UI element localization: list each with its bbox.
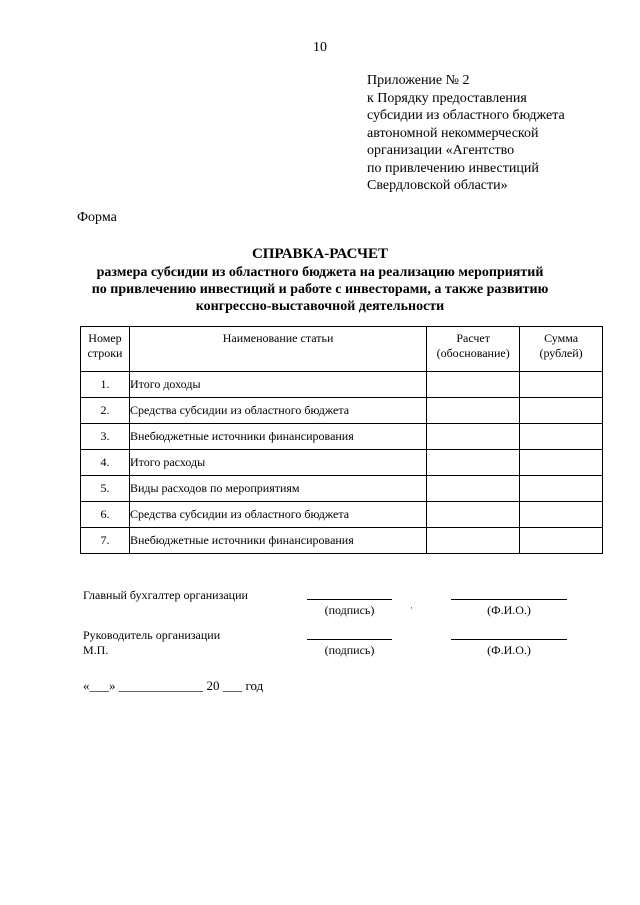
row-item-name: Итого расходы bbox=[129, 450, 426, 476]
signature-caption: (подпись) bbox=[324, 643, 375, 657]
fio-caption: (Ф.И.О.) bbox=[487, 603, 531, 617]
row-item-name: Внебюджетные источники финансирования bbox=[129, 528, 426, 554]
row-calculation-cell[interactable] bbox=[427, 398, 520, 424]
table-row bbox=[81, 476, 603, 502]
row-number: 1. bbox=[81, 372, 130, 398]
header-text: Сумма bbox=[544, 331, 579, 345]
row-item-name: Средства субсидии из областного бюджета bbox=[129, 502, 426, 528]
header-text: Расчет bbox=[456, 331, 491, 345]
row-sum-cell[interactable] bbox=[520, 372, 603, 398]
fio-caption: (Ф.И.О.) bbox=[487, 643, 531, 657]
director-label: Руководитель организации bbox=[83, 628, 221, 642]
row-number: 5. bbox=[81, 476, 130, 502]
accountant-fio-line[interactable] bbox=[451, 599, 567, 600]
form-label: Форма bbox=[77, 210, 117, 225]
stray-dot: · bbox=[410, 603, 413, 613]
appendix-line: по привлечению инвестиций bbox=[367, 160, 539, 176]
row-calculation-cell[interactable] bbox=[427, 424, 520, 450]
header-item-name bbox=[129, 327, 426, 372]
row-sum-cell[interactable] bbox=[520, 450, 603, 476]
accountant-signature-line[interactable] bbox=[307, 599, 392, 600]
row-number: 2. bbox=[81, 398, 130, 424]
row-item-name: Виды расходов по мероприятиям bbox=[129, 476, 426, 502]
header-text: (рублей) bbox=[539, 346, 583, 360]
subtitle-line: по привлечению инвестиций и работе с инвесторами, а также развитию bbox=[91, 282, 549, 297]
page-number: 10 bbox=[313, 40, 327, 55]
subtitle-line: размера субсидии из областного бюджета на реализацию мероприятий bbox=[96, 265, 544, 280]
calculation-table bbox=[80, 326, 603, 554]
row-sum-cell[interactable] bbox=[520, 502, 603, 528]
row-calculation-cell[interactable] bbox=[427, 372, 520, 398]
row-sum-cell[interactable] bbox=[520, 528, 603, 554]
document-title: СПРАВКА-РАСЧЕТ bbox=[251, 246, 389, 262]
row-number: 6. bbox=[81, 502, 130, 528]
row-sum-cell[interactable] bbox=[520, 398, 603, 424]
director-fio-line[interactable] bbox=[451, 639, 567, 640]
date-line[interactable]: «___» _____________ 20 ___ год bbox=[83, 678, 264, 693]
header-text: Номер bbox=[88, 331, 122, 345]
row-item-name: Итого доходы bbox=[129, 372, 426, 398]
row-calculation-cell[interactable] bbox=[427, 476, 520, 502]
table-row bbox=[81, 450, 603, 476]
appendix-line: организации «Агентство bbox=[367, 143, 515, 158]
signature-caption: (подпись) bbox=[324, 603, 375, 617]
table-row bbox=[81, 424, 603, 450]
row-calculation-cell[interactable] bbox=[427, 528, 520, 554]
header-sum bbox=[520, 327, 603, 372]
row-number: 7. bbox=[81, 528, 130, 554]
table-row bbox=[81, 502, 603, 528]
appendix-line: к Порядку предоставления bbox=[367, 90, 527, 106]
header-text: строки bbox=[87, 346, 123, 360]
director-signature-line[interactable] bbox=[307, 639, 392, 640]
row-calculation-cell[interactable] bbox=[427, 502, 520, 528]
appendix-line: автономной некоммерческой bbox=[367, 125, 539, 141]
stamp-label: М.П. bbox=[83, 643, 109, 657]
header-text: Наименование статьи bbox=[222, 331, 334, 345]
subtitle-line: конгрессно-выставочной деятельности bbox=[195, 299, 445, 314]
header-calculation bbox=[427, 327, 520, 372]
row-item-name: Внебюджетные источники финансирования bbox=[129, 424, 426, 450]
row-number: 3. bbox=[81, 424, 130, 450]
row-number: 4. bbox=[81, 450, 130, 476]
row-item-name: Средства субсидии из областного бюджета bbox=[129, 398, 426, 424]
header-row-number bbox=[81, 327, 130, 372]
header-text: (обоснование) bbox=[436, 346, 510, 360]
appendix-block bbox=[367, 72, 565, 195]
row-sum-cell[interactable] bbox=[520, 476, 603, 502]
row-calculation-cell[interactable] bbox=[427, 450, 520, 476]
accountant-label: Главный бухгалтер организации bbox=[83, 588, 248, 602]
table-header-row bbox=[81, 327, 603, 372]
row-sum-cell[interactable] bbox=[520, 424, 603, 450]
appendix-line: субсидии из областного бюджета bbox=[367, 108, 565, 123]
table-row bbox=[81, 398, 603, 424]
appendix-line: Свердловской области» bbox=[367, 178, 508, 193]
table-row bbox=[81, 372, 603, 398]
document-subtitle bbox=[0, 264, 640, 315]
appendix-line: Приложение № 2 bbox=[367, 73, 470, 88]
table-row bbox=[81, 528, 603, 554]
